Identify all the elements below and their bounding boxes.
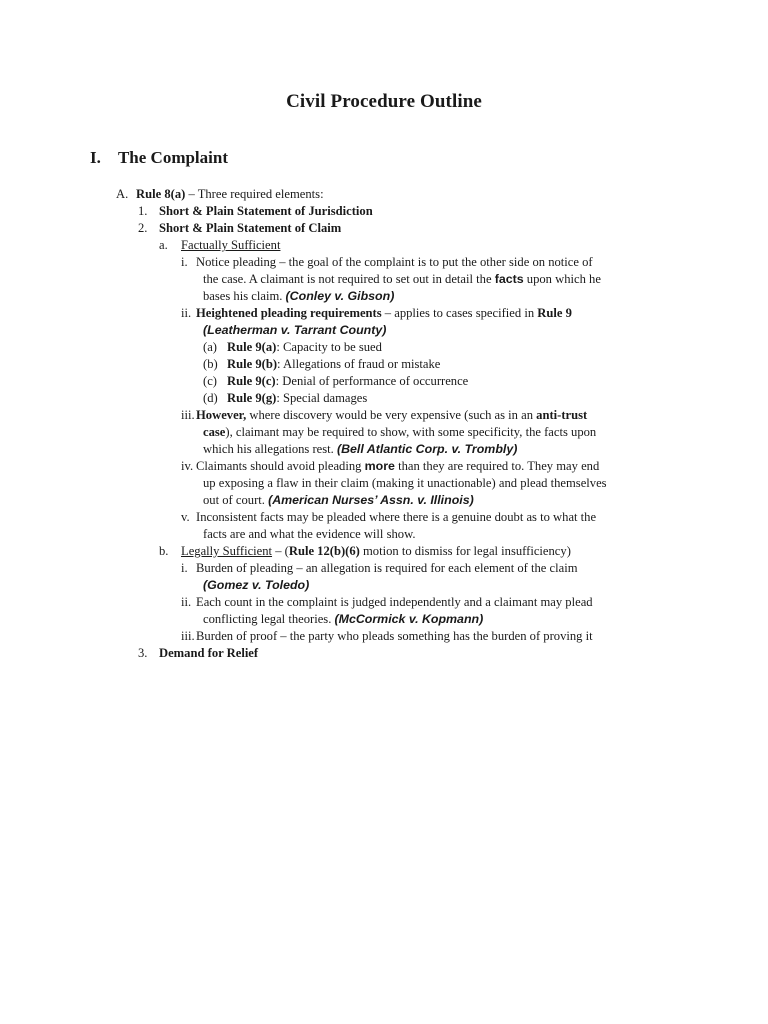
outline-marker: b. [159, 544, 169, 558]
outline-item-a-iii: However, where discovery would be very expensive (such as in an anti-trust [196, 408, 588, 422]
outline-item-a-iv: Claimants should avoid pleading more than they are required to. They may end [196, 459, 600, 473]
outline-marker: (c) [203, 374, 217, 388]
outline-item-a-v-cont: facts are and what the evidence will show. [203, 527, 416, 541]
outline-marker: (d) [203, 391, 218, 405]
outline-marker: 1. [138, 204, 148, 218]
case-citation: (Conley v. Gibson) [285, 289, 395, 303]
outline-item-a-iv-cont: up exposing a flaw in their claim (making it unactionable) and plead themselves [203, 476, 607, 490]
outline-item-rule-9c: Rule 9(c): Denial of performance of occurrence [227, 374, 469, 388]
outline-item-b-i: Burden of pleading – an allegation is required for each element of the claim [196, 561, 578, 575]
outline-marker: 3. [138, 646, 148, 660]
outline-marker: (b) [203, 357, 218, 371]
outline-item-rule-9a: Rule 9(a): Capacity to be sued [227, 340, 382, 354]
section-heading [90, 148, 228, 168]
outline-item-b-ii: Each count in the complaint is judged independently and a claimant may plead [196, 595, 593, 609]
subheading-factually-sufficient: Factually Sufficient [181, 238, 281, 252]
outline-marker: a. [159, 238, 168, 252]
outline-marker: i. [181, 561, 188, 575]
case-citation: (Gomez v. Toledo) [203, 578, 310, 592]
outline-marker: iii. [181, 408, 195, 422]
case-citation: (Bell Atlantic Corp. v. Trombly) [336, 442, 518, 456]
section-title: The Complaint [117, 148, 228, 167]
outline-item-2: Short & Plain Statement of Claim [159, 221, 342, 235]
outline-item-a-iv-cont: out of court. (American Nurses’ Assn. v. Illinois) [203, 493, 474, 507]
outline-item-b-ii-cont: conflicting legal theories. (McCormick v. Kopmann) [203, 612, 484, 626]
page-title: Civil Procedure Outline [286, 91, 482, 112]
outline-marker: v. [181, 510, 190, 524]
outline-item-1: Short & Plain Statement of Jurisdiction [159, 204, 373, 218]
outline-marker: ii. [181, 306, 192, 320]
outline-item-a-i-cont: bases his claim. (Conley v. Gibson) [203, 289, 395, 303]
outline-item-b-iii: Burden of proof – the party who pleads something has the burden of proving it [196, 629, 593, 643]
outline-marker: iii. [181, 629, 195, 643]
subheading-legally-sufficient: Legally Sufficient – (Rule 12(b)(6) motion to dismiss for legal insufficiency) [181, 544, 571, 558]
outline-item-a-v: Inconsistent facts may be pleaded where there is a genuine doubt as to what the [196, 510, 597, 524]
outline-marker: (a) [203, 340, 217, 354]
case-citation: (American Nurses’ Assn. v. Illinois) [268, 493, 474, 507]
case-citation: (McCormick v. Kopmann) [334, 612, 484, 626]
case-citation: (Leatherman v. Tarrant County) [203, 323, 387, 337]
rule-reference: Rule 8(a) [136, 187, 186, 201]
outline-item-rule-9g: Rule 9(g): Special damages [227, 391, 368, 405]
outline-marker: A. [116, 187, 129, 201]
outline-marker: iv. [181, 459, 194, 473]
outline-item-a-i: Notice pleading – the goal of the complaint is to put the other side on notice of [196, 255, 593, 269]
outline-item-3: Demand for Relief [159, 646, 259, 660]
outline-marker: ii. [181, 595, 192, 609]
outline-marker: i. [181, 255, 188, 269]
outline-marker: 2. [138, 221, 148, 235]
outline-item-a-iii-cont: case), claimant may be required to show, with some specificity, the facts upon [203, 425, 597, 439]
outline-item-a-ii: Heightened pleading requirements – applies to cases specified in Rule 9 [196, 306, 572, 320]
outline-item-a-iii-cont: which his allegations rest. (Bell Atlantic Corp. v. Trombly) [203, 442, 518, 456]
outline-item-a-i-cont: the case. A claimant is not required to set out in detail the facts upon which he [203, 272, 601, 286]
section-number: I. [90, 148, 101, 167]
outline-item-A: Rule 8(a) – Three required elements: [136, 187, 324, 201]
outline-item-rule-9b: Rule 9(b): Allegations of fraud or mistake [227, 357, 441, 371]
